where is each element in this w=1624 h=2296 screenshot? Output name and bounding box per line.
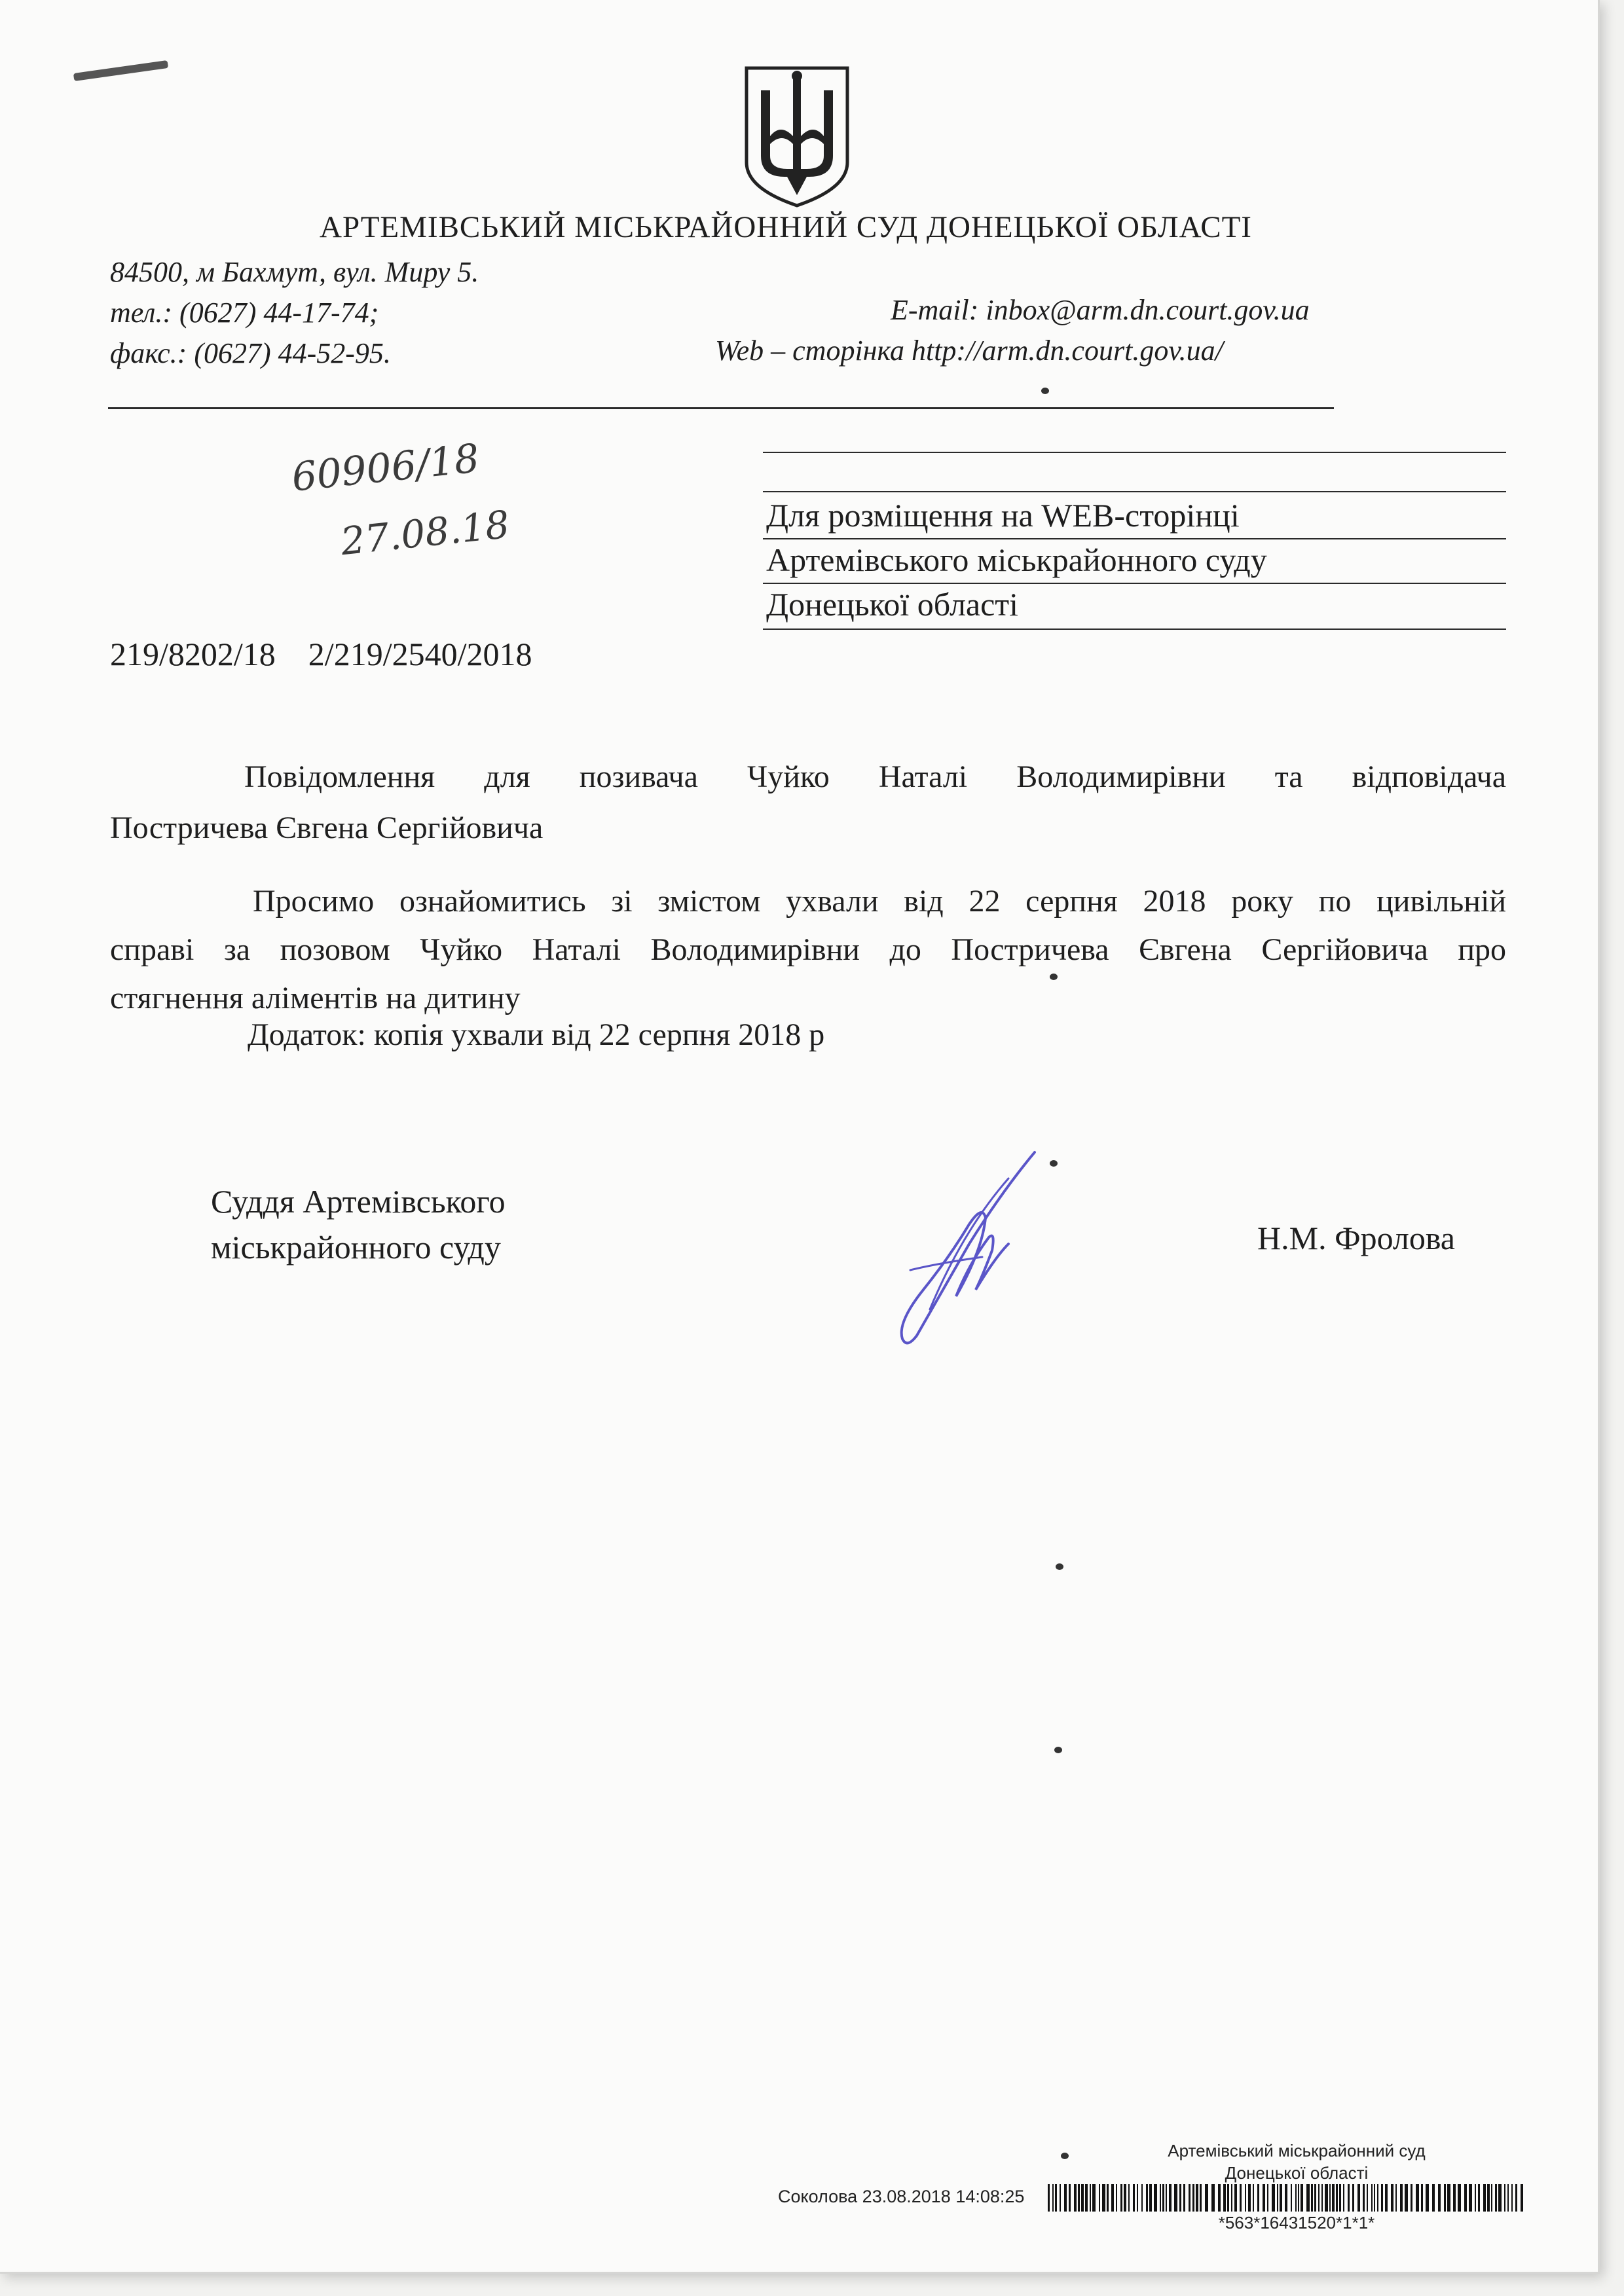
scan-artifact [73,60,168,81]
court-email: E-mail: inbox@arm.dn.court.gov.ua [891,294,1310,326]
trident-emblem-icon [741,64,853,210]
judge-title [211,1178,506,1270]
addressee-underline [763,629,1506,630]
court-phone: тел.: (0627) 44-17-74; [110,297,379,329]
attachment-line: Додаток: копія ухвали від 22 серпня 2018 р [248,1017,825,1052]
registry-court-line-1: Артемівський міськрайонний суд [1168,2141,1426,2160]
scan-dot [1061,2153,1069,2159]
addressee-line-3: Донецької області [766,586,1019,623]
court-website: Web – сторінка http://arm.dn.court.gov.ua/ [715,335,1223,367]
request-line-1: Просимо ознайомитись зі змістом ухвали від 22 серпня 2018 року по цивільній [253,884,1506,919]
registry-court-line-2: Донецької області [1225,2163,1369,2183]
addressee-underline [763,538,1506,539]
case-registration-numbers [110,635,532,673]
handwritten-incoming-date: 27.08.18 [339,501,512,564]
scan-dot [1050,1160,1058,1167]
notice-line-1: Повідомлення для позивача Чуйко Наталі Володимирівни та відповідача [244,759,1506,794]
notice-paragraph [110,752,1506,854]
case-number-2: 2/219/2540/2018 [308,636,532,672]
barcode-number: *563*16431520*1*1* [1218,2213,1375,2232]
scan-dot [1050,974,1058,980]
registry-stamp-court [1113,2140,1480,2184]
judge-name: Н.М. Фролова [1257,1220,1456,1256]
notice-line-2: Постричева Євгена Сергійовича [110,811,544,845]
addressee-line-2: Артемівського міськрайонного суду [766,541,1267,578]
request-line-3: стягнення аліментів на дитину [110,981,521,1015]
addressee-blank-line [763,452,1506,453]
header-divider [108,407,1334,409]
case-number-1: 219/8202/18 [110,636,276,672]
handwritten-incoming-number: 60906/18 [289,435,482,501]
addressee-blank-line [763,491,1506,492]
request-line-2: справі за позовом Чуйко Наталі Володимирівни до Постричева Євгена Сергійовича про [110,932,1506,967]
scan-dot [1054,1747,1062,1753]
registry-barcode [1048,2184,1526,2212]
scan-dot [1056,1563,1063,1570]
judge-title-line-2: міськрайонного суду [211,1229,501,1266]
request-paragraph [110,877,1506,1059]
handwritten-signature [871,1139,1054,1355]
scan-dot [1041,388,1049,394]
court-fax: факс.: (0627) 44-52-95. [110,337,391,369]
judge-title-line-1: Суддя Артемівського [211,1183,506,1220]
addressee-line-1: Для розміщення на WEB-сторінці [766,497,1240,534]
court-address: 84500, м Бахмут, вул. Миру 5. [110,256,479,288]
registry-timestamp: Соколова 23.08.2018 14:08:25 [778,2187,1025,2206]
addressee-underline [763,583,1506,584]
court-name: АРТЕМІВСЬКИЙ МІСЬКРАЙОННИЙ СУД ДОНЕЦЬКОЇ ОБЛАСТІ [320,210,1252,244]
